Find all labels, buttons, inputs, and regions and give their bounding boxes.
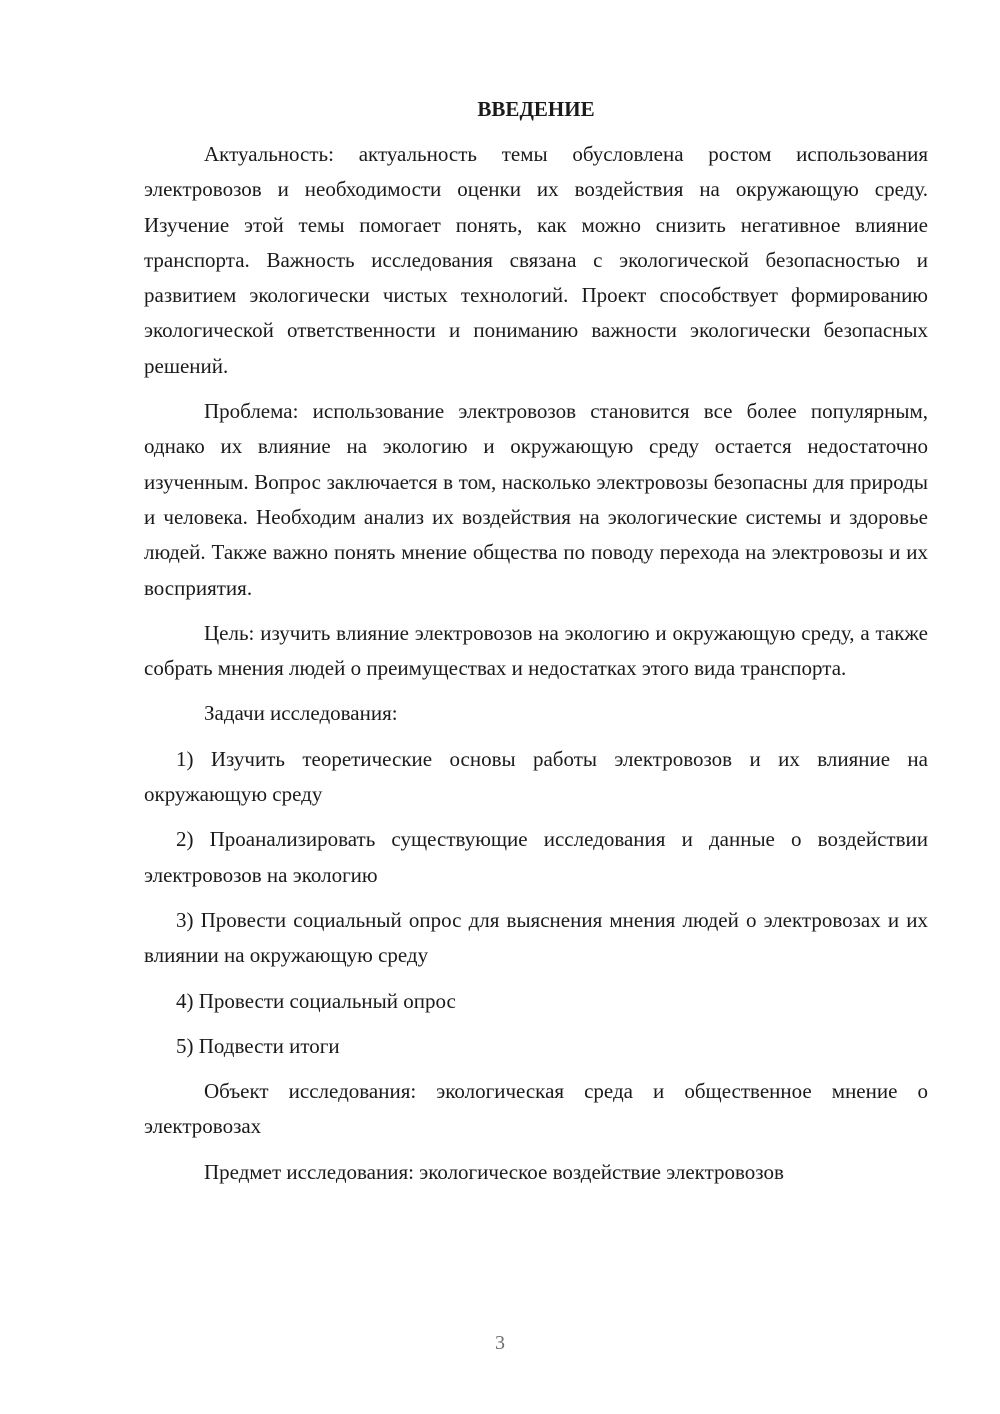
problem-paragraph: Проблема: использование электровозов становится все более популярным, однако их влияние на экологию и окружающую среду остается недостаточно изученным. Вопрос заключается в том, насколько электровозы безопасны для природы и человека. Необходим анализ их воздействия на экологические системы и здоровье людей. Также важно понять мнение общества по поводу перехода на электровозы и их восприятия. xyxy=(144,399,928,600)
task-item-4: 4) Провести социальный опрос xyxy=(176,988,456,1013)
task-item-5: 5) Подвести итоги xyxy=(176,1033,340,1058)
tasks-title: Задачи исследования: xyxy=(204,701,398,726)
section-heading: ВВЕДЕНИЕ xyxy=(477,97,595,121)
document-page xyxy=(144,92,928,1200)
subject-paragraph: Предмет исследования: экологическое воздействие электровозов xyxy=(204,1159,784,1184)
relevance-paragraph: Актуальность: актуальность темы обусловлена ростом использования электровозов и необходимости оценки их воздействия на окружающую среду. Изучение этой темы помогает понять, как можно снизить негативное влияние транспорта. Важность исследования связана с экологической безопасностью и развитием экологически чистых технологий. Проект способствует формированию экологической ответственности и пониманию важности экологически безопасных решений. xyxy=(144,142,928,378)
task-item-2: 2) Проанализировать существующие исследования и данные о воздействии электровозов на экологию xyxy=(144,827,928,887)
page-number: 3 xyxy=(495,1332,505,1354)
object-paragraph: Объект исследования: экологическая среда и общественное мнение о электровозах xyxy=(144,1079,928,1139)
goal-paragraph: Цель: изучить влияние электровозов на экологию и окружающую среду, а также собрать мнения людей о преимуществах и недостатках этого вида транспорта. xyxy=(144,620,928,681)
task-item-1: 1) Изучить теоретические основы работы электровозов и их влияние на окружающую среду xyxy=(144,746,928,807)
task-item-3: 3) Провести социальный опрос для выяснения мнения людей о электровозах и их влиянии на окружающую среду xyxy=(144,907,928,968)
